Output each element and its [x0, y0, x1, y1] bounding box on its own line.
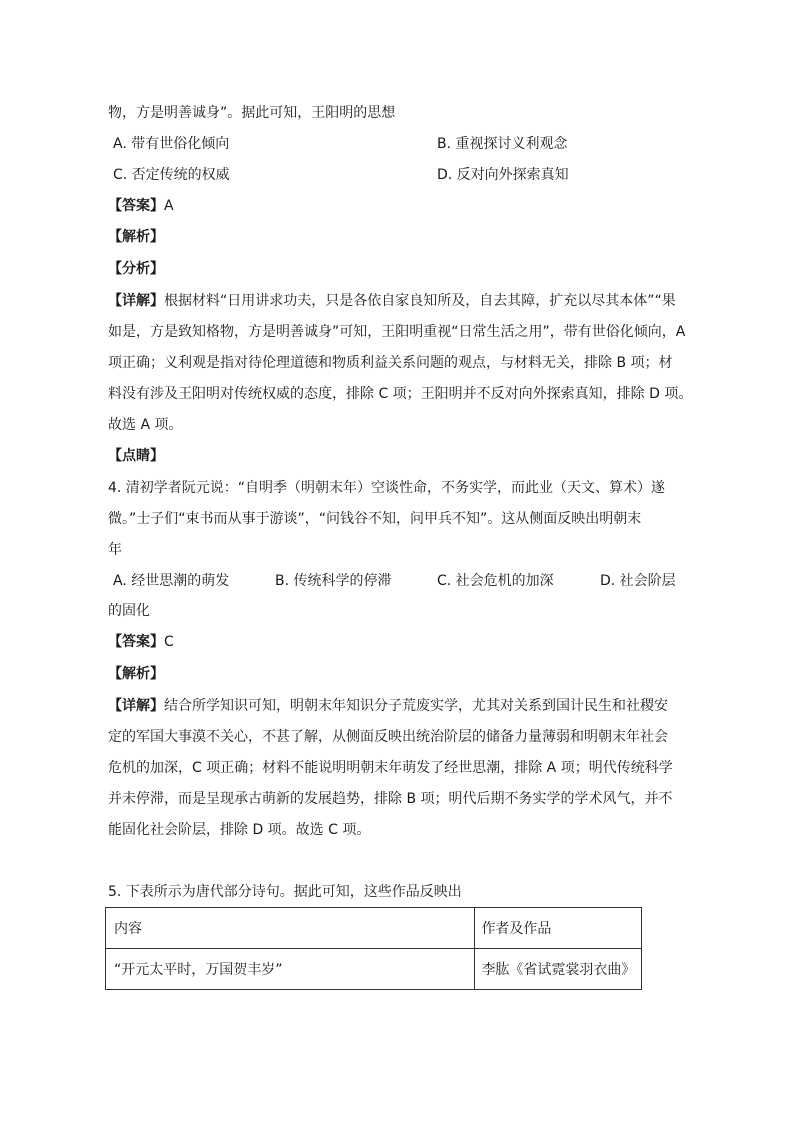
- q3-detail-line-4: 料没有涉及王阳明对传统权威的态度，排除 C 项；王阳明并不反对向外探索真知，排除 D 项。: [108, 386, 693, 402]
- q3-stem-tail: 物，方是明善诚身”。据此可知，王阳明的思想: [108, 105, 396, 121]
- q4-option-a: A. 经世思潮的萌发: [113, 573, 230, 589]
- answer-value: C: [164, 634, 174, 650]
- q3-detail-line-1: [108, 291, 676, 311]
- q4-option-b: B. 传统科学的停滞: [275, 573, 392, 589]
- table-cell-content: “开元太平时，万国贺丰岁”: [106, 949, 475, 990]
- q4-analysis-tag: 【解析】: [108, 666, 164, 682]
- poem-table: [105, 907, 642, 990]
- q4-detail-line-5: 能固化社会阶层，排除 D 项。故选 C 项。: [108, 822, 371, 838]
- table-header-content: 内容: [106, 908, 475, 949]
- q3-option-d: D. 反对向外探索真知: [437, 167, 569, 183]
- answer-tag: 【答案】: [108, 634, 164, 650]
- detail-text: 根据材料“日用讲求功夫，只是各依自家良知所及，自去其障，扩充以尽其本体”“果: [164, 293, 676, 309]
- q3-option-a: A. 带有世俗化倾向: [113, 136, 230, 152]
- q4-option-c: C. 社会危机的加深: [437, 573, 554, 589]
- q3-detail-line-5: 故选 A 项。: [108, 417, 183, 433]
- q4-stem-line-2: 微。”士子们“束书而从事于游谈”，“问钱谷不知，问甲兵不知”。这从侧面反映出明朝末: [108, 511, 642, 527]
- q3-dianjing-tag: 【点睛】: [108, 448, 164, 464]
- q4-detail-line-1: [108, 696, 668, 716]
- q4-option-d: D. 社会阶层: [600, 573, 676, 589]
- q4-stem-line-1: 4. 清初学者阮元说：“自明季（明朝末年）空谈性命，不务实学，而此业（天文、算术）遂: [108, 480, 666, 496]
- q4-detail-line-3: 危机的加深，C 项正确；材料不能说明明朝末年萌发了经世思潮，排除 A 项；明代传统科学: [108, 760, 673, 776]
- table-row: [106, 949, 642, 990]
- table-header-author: 作者及作品: [475, 908, 642, 949]
- q4-detail-line-4: 并未停滞，而是呈现承古萌新的发展趋势，排除 B 项；明代后期不务实学的学术风气，并不: [108, 791, 673, 807]
- q3-option-b: B. 重视探讨义利观念: [437, 136, 568, 152]
- q4-answer: [108, 632, 174, 652]
- q3-answer: [108, 196, 174, 216]
- q4-stem-line-3: 年: [108, 542, 122, 558]
- q3-detail-line-3: 项正确；义利观是指对待伦理道德和物质利益关系问题的观点，与材料无关，排除 B 项；材: [108, 355, 673, 371]
- q5-stem: 5. 下表所示为唐代部分诗句。据此可知，这些作品反映出: [108, 884, 462, 900]
- detail-tag: 【详解】: [108, 293, 164, 309]
- q3-detail-line-2: 如是，方是致知格物，方是明善诚身”可知，王阳明重视“日常生活之用”，带有世俗化倾向，A: [108, 324, 686, 340]
- q3-analysis-tag: 【解析】: [108, 229, 164, 245]
- detail-text: 结合所学知识可知，明朝末年知识分子荒废实学，尤其对关系到国计民生和社稷安: [164, 698, 668, 714]
- table-header-row: [106, 908, 642, 949]
- answer-value: A: [164, 198, 174, 214]
- answer-tag: 【答案】: [108, 198, 164, 214]
- q4-option-d-wrap: 的固化: [108, 603, 150, 619]
- q3-fenxi-tag: 【分析】: [108, 261, 164, 277]
- q4-detail-line-2: 定的军国大事漠不关心，不甚了解，从侧面反映出统治阶层的储备力量薄弱和明朝末年社会: [108, 729, 668, 745]
- table-cell-author: 李肱《省试霓裳羽衣曲》: [475, 949, 642, 990]
- q3-option-c: C. 否定传统的权威: [113, 167, 230, 183]
- detail-tag: 【详解】: [108, 698, 164, 714]
